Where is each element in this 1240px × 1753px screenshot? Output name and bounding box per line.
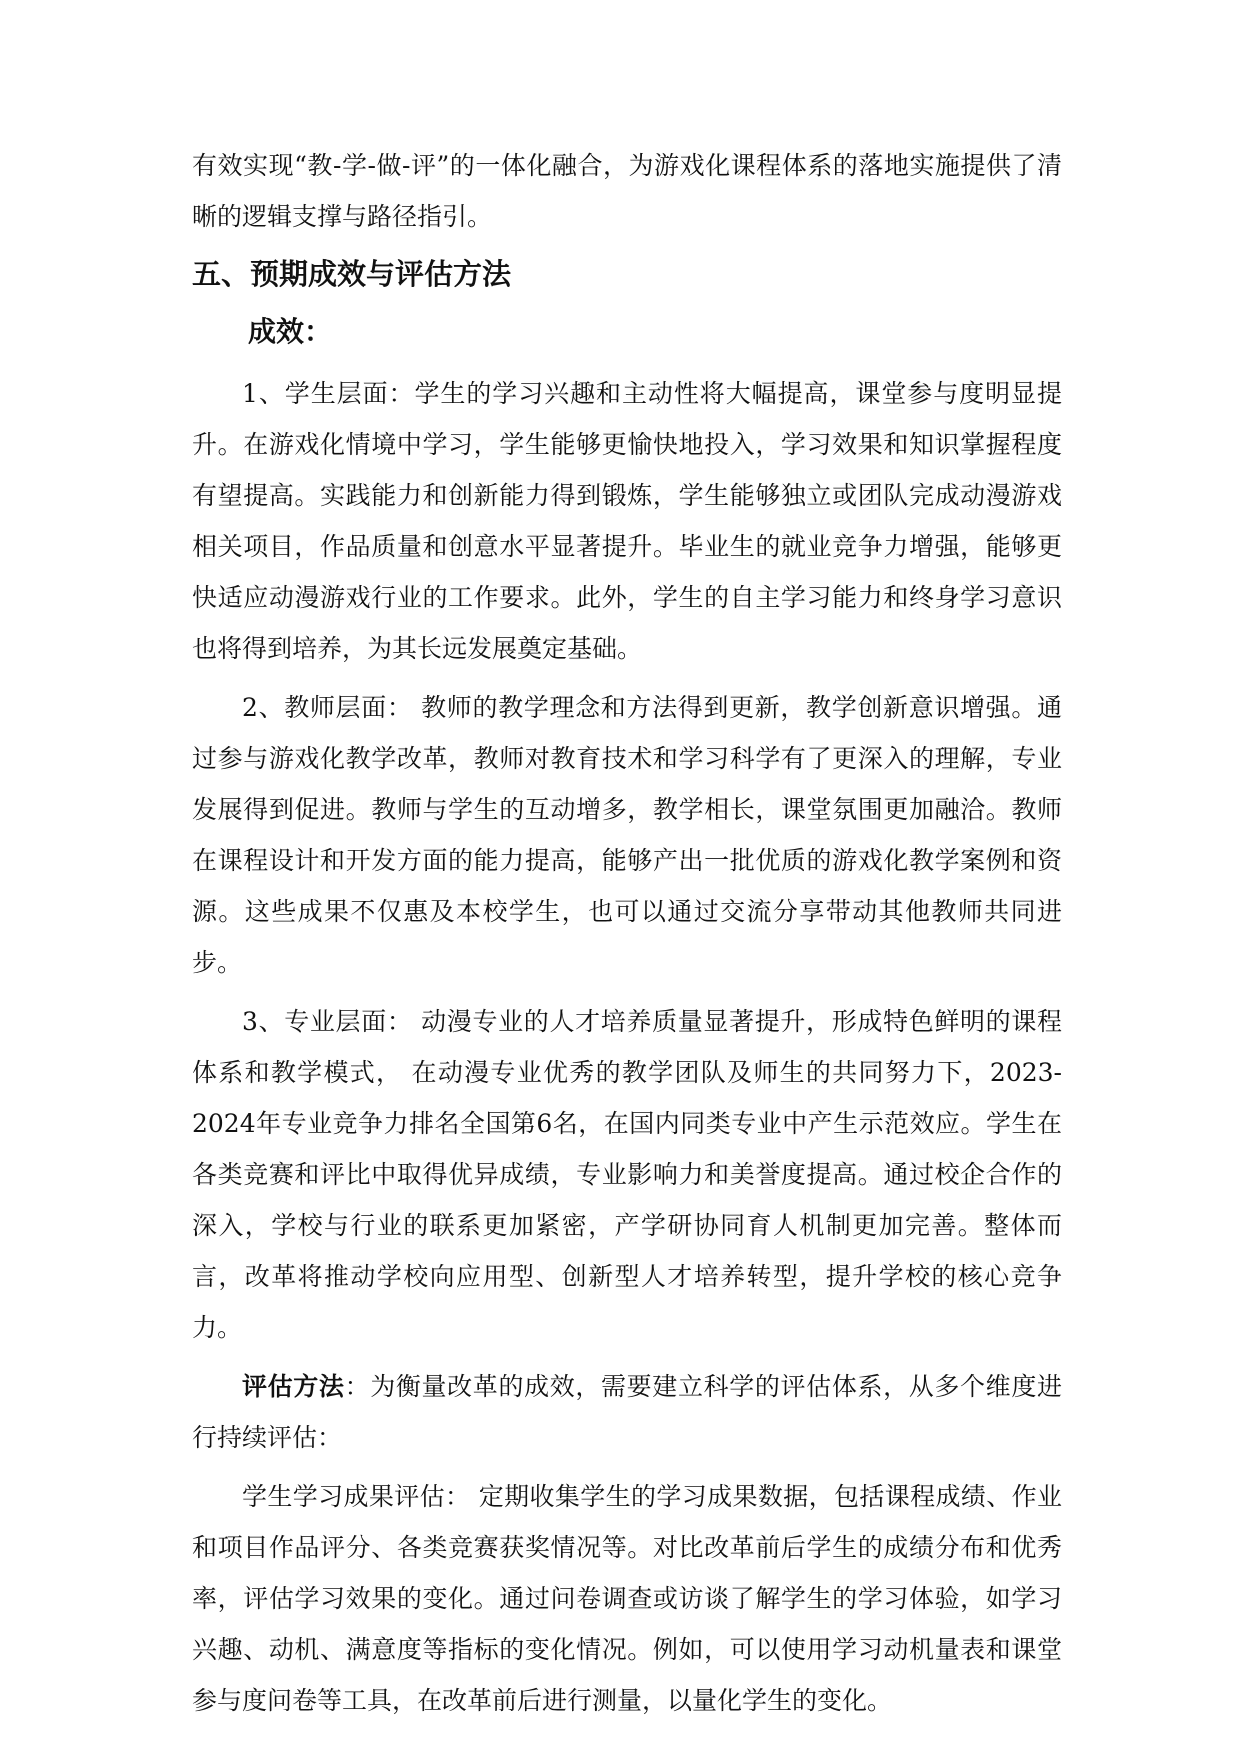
intro-paragraph: 有效实现“教-学-做-评”的一体化融合，为游戏化课程体系的落地实施提供了清晰的逻辑支撑与路径指引。 <box>192 151 1062 231</box>
learning-assessment-paragraph: 学生学习成果评估： 定期收集学生的学习成果数据，包括课程成绩、作业和项目作品评分、各类竞赛获奖情况等。对比改革前后学生的成绩分布和优秀率，评估学习效果的变化。通过问卷调查或访谈了解学生的学习体验，如学习兴趣、动机、满意度等指标的变化情况。例如，可以使用学习动机量表和课堂参与度问卷等工具，在改革前后进行测量，以量化学生的变化。 <box>192 1482 1062 1715</box>
teachers-paragraph: 2、教师层面： 教师的教学理念和方法得到更新，教学创新意识增强。通过参与游戏化教学改革，教师对教育技术和学习科学有了更深入的理解，专业发展得到促进。教师与学生的互动增多，教学相长，课堂氛围更加融洽。教师在课程设计和开发方面的能力提高，能够产出一批优质的游戏化教学案例和资源。这些成果不仅惠及本校学生，也可以通过交流分享带动其他教师共同进步。 <box>192 693 1062 977</box>
evaluation-text: ：为衡量改革的成效，需要建立科学的评估体系，从多个维度进行持续评估： <box>192 1372 1062 1452</box>
outcomes-subheading: 成效： <box>248 315 333 348</box>
major-paragraph: 3、专业层面： 动漫专业的人才培养质量显著提升，形成特色鲜明的课程体系和教学模式， 在动漫专业优秀的教学团队及师生的共同努力下，2023-2024年专业竞争力排名全国第6名，在国内同类专业中产生示范效应。学生在各类竞赛和评比中取得优异成绩，专业影响力和美誉度提高。通过校企合作的深入，学校与行业的联系更加紧密，产学研协同育人机制更加完善。整体而言，改革将推动学校向应用型、创新型人才培养转型，提升学校的核心竞争力。 <box>192 1007 1062 1342</box>
evaluation-paragraph <box>192 1361 1062 1463</box>
document-page <box>192 140 1062 1726</box>
evaluation-label: 评估方法 <box>242 1372 345 1401</box>
students-paragraph: 1、学生层面：学生的学习兴趣和主动性将大幅提高，课堂参与度明显提升。在游戏化情境中学习，学生能够更愉快地投入，学习效果和知识掌握程度有望提高。实践能力和创新能力得到锻炼，学生能够独立或团队完成动漫游戏相关项目，作品质量和创意水平显著提升。毕业生的就业竞争力增强，能够更快适应动漫游戏行业的工作要求。此外，学生的自主学习能力和终身学习意识也将得到培养，为其长远发展奠定基础。 <box>192 379 1062 663</box>
section-heading: 五、预期成效与评估方法 <box>192 257 512 291</box>
